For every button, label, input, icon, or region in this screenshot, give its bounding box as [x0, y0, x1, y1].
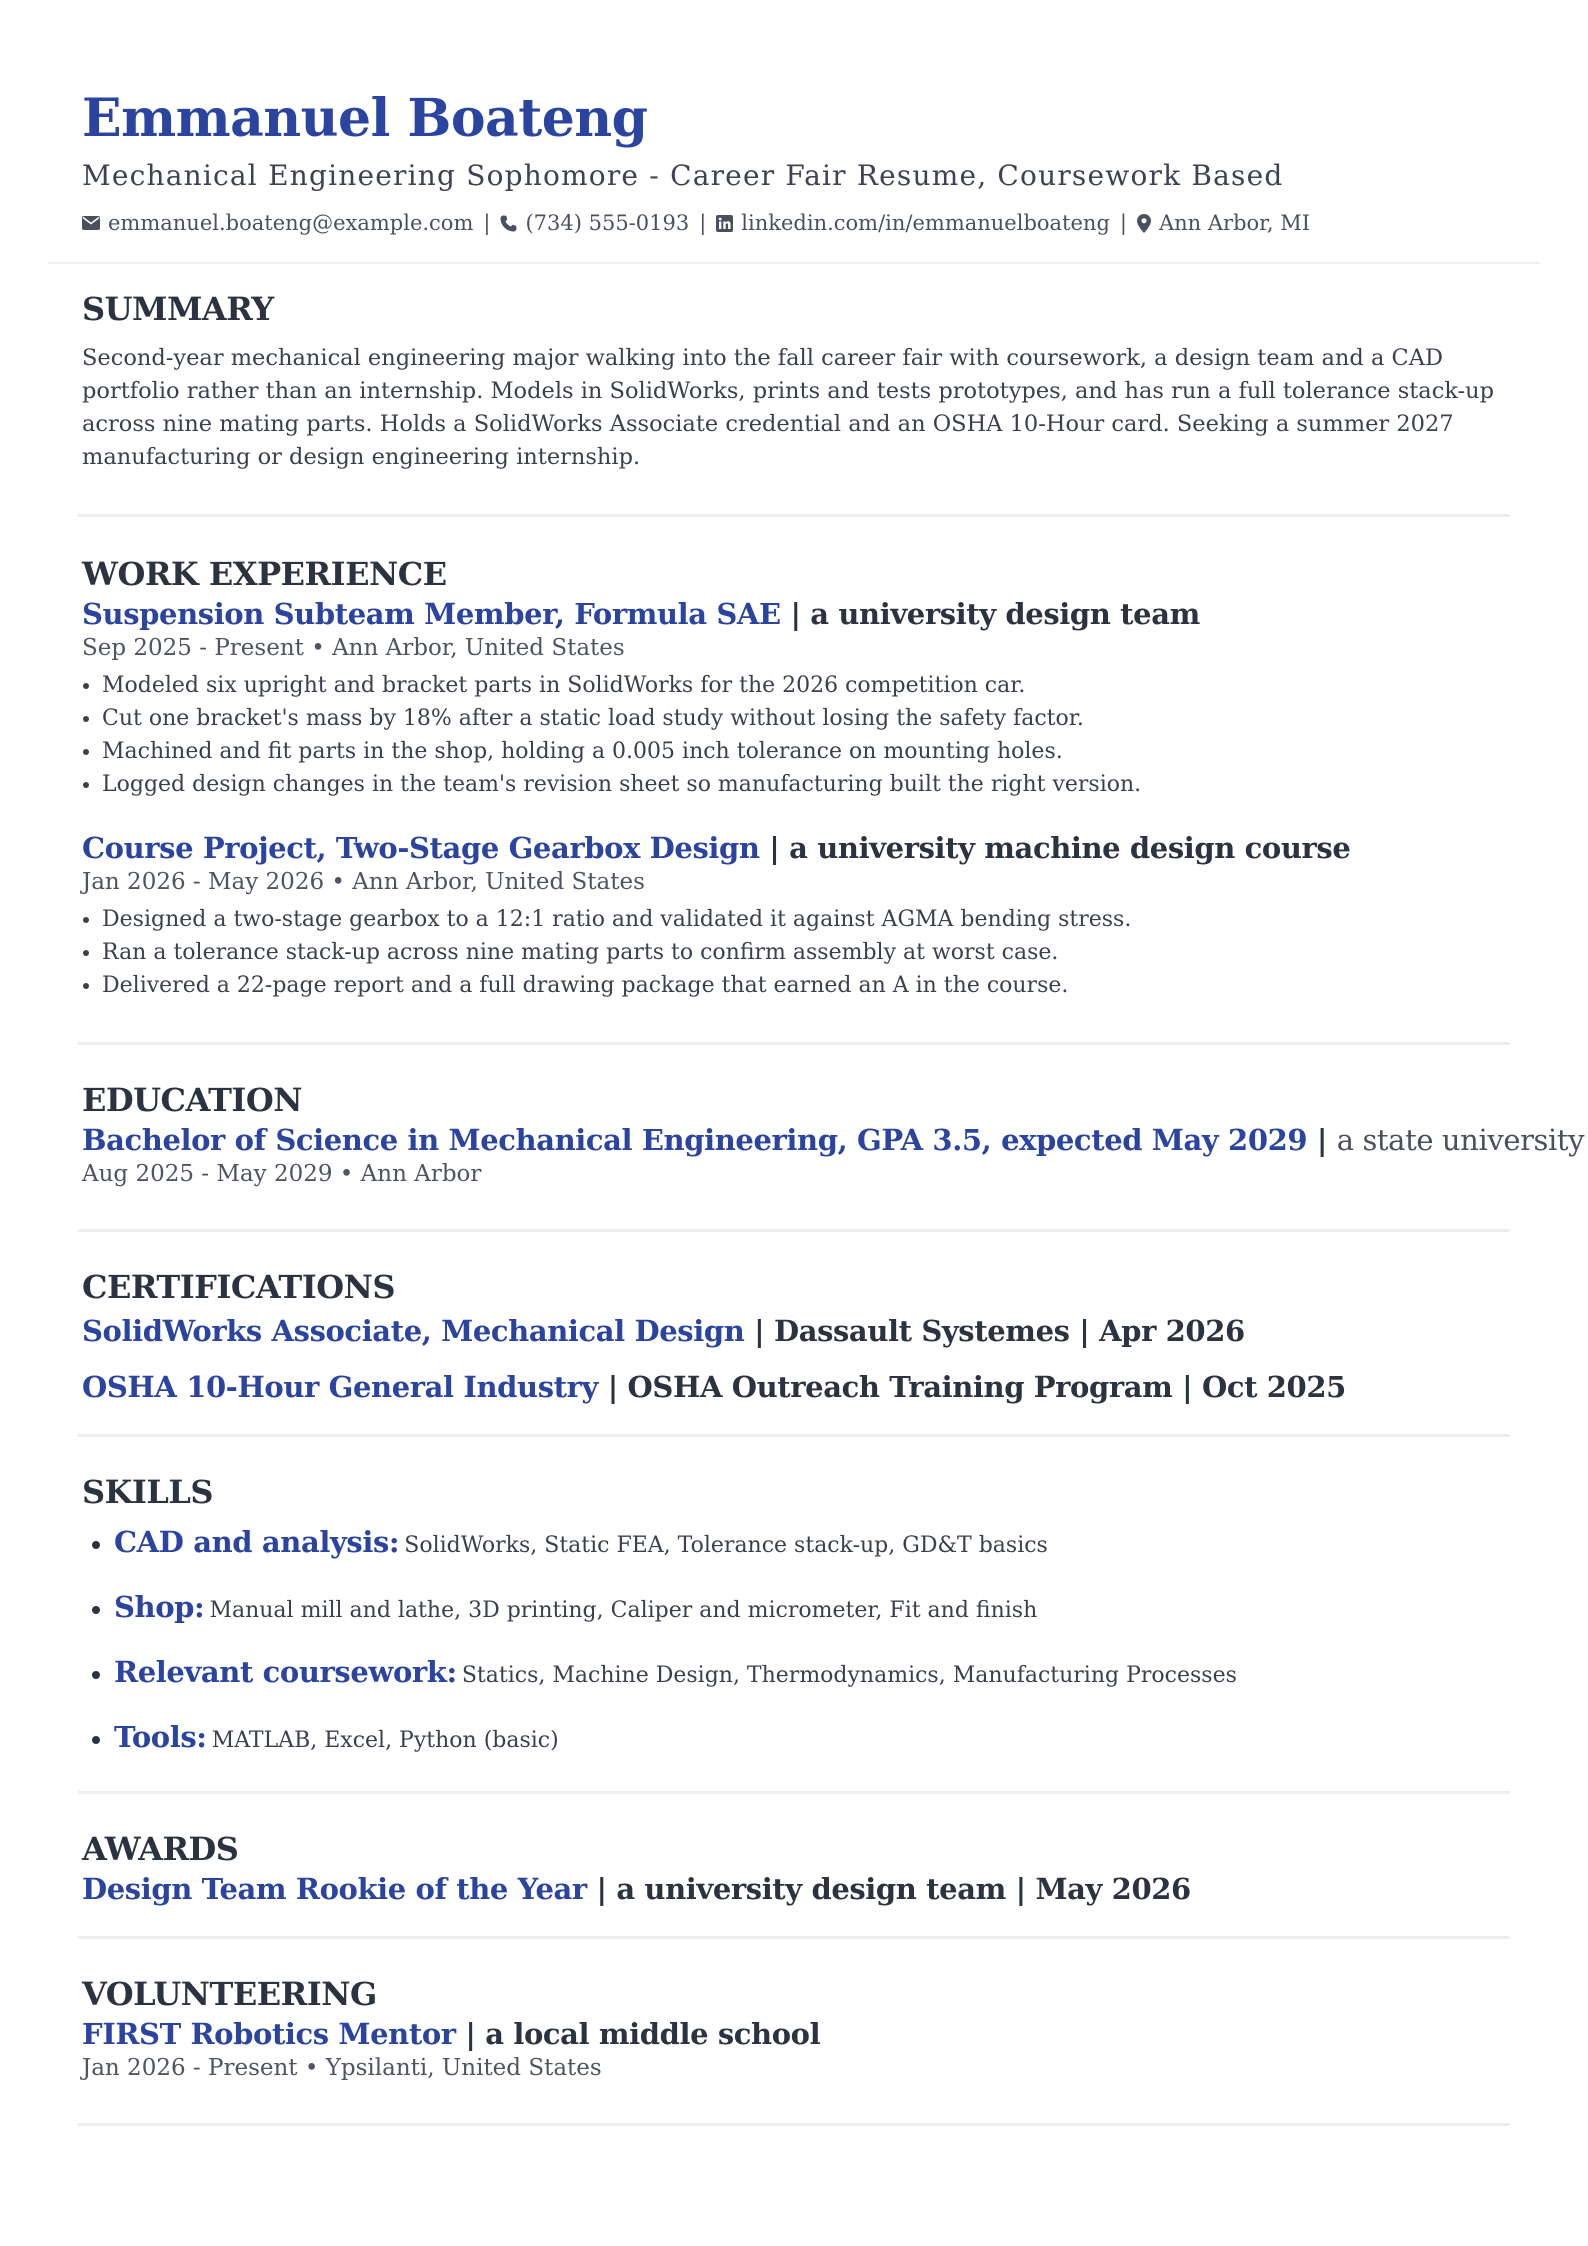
skill-item — [114, 1716, 1506, 1763]
contact-location — [1137, 208, 1310, 238]
bullet-item: • Delivered a 22-page report and a full drawing package that earned an A in the course. — [102, 969, 1506, 1002]
skill-item — [114, 1586, 1506, 1633]
contact-phone-text: (734) 555-0193 — [525, 211, 690, 235]
certification-detail: | OSHA Outreach Training Program | Oct 2025 — [607, 1370, 1346, 1404]
resume-body — [0, 264, 1588, 2126]
contact-bar — [82, 208, 1506, 238]
section-title-volunteering: VOLUNTEERING — [82, 1975, 377, 2013]
bullet-item: • Logged design changes in the team's revision sheet so manufacturing built the right version. — [102, 768, 1506, 801]
contact-separator: | — [483, 211, 491, 235]
candidate-name: Emmanuel Boateng — [82, 88, 648, 149]
entry-org: | a university design team — [790, 597, 1200, 631]
entry-role: Suspension Subteam Member, Formula SAE — [82, 597, 781, 631]
contact-phone[interactable] — [500, 208, 689, 238]
linkedin-icon — [716, 215, 733, 232]
certification-detail: | Dassault Systemes | Apr 2026 — [754, 1314, 1245, 1348]
resume-header — [0, 0, 1588, 238]
summary-text: Second-year mechanical engineering major walking into the fall career fair with coursework, a design team and a CAD portfolio rather than an internship. Models in SolidWorks, prints and tests prototypes, and has run a full tolerance stack-up across nine mating parts. Holds a SolidWorks Associate credential and an OSHA 10-Hour card. Seeking a summer 2027 manufacturing or design engineering internship. — [82, 345, 1495, 470]
entry-bullets — [82, 903, 1506, 1002]
contact-email[interactable] — [82, 208, 473, 238]
skill-item — [114, 1651, 1506, 1698]
volunteer-role: FIRST Robotics Mentor — [82, 2017, 456, 2051]
contact-linkedin-text: linkedin.com/in/emmanuelboateng — [741, 211, 1110, 235]
entry-meta: Jan 2026 - May 2026 • Ann Arbor, United States — [82, 869, 645, 895]
award-item — [82, 1870, 1506, 1908]
award-detail: | a university design team | May 2026 — [596, 1872, 1191, 1906]
skill-category: Shop: — [114, 1590, 205, 1624]
work-entry — [82, 595, 1506, 801]
degree-name: Bachelor of Science in Mechanical Engineering, GPA 3.5, expected May 2029 — [82, 1123, 1308, 1157]
entry-meta: Aug 2025 - May 2029 • Ann Arbor — [82, 1161, 482, 1187]
contact-email-text: emmanuel.boateng@example.com — [108, 211, 474, 235]
entry-title — [82, 2015, 1506, 2053]
entry-bullets — [82, 669, 1506, 801]
bullet-item: • Modeled six upright and bracket parts in SolidWorks for the 2026 competition car. — [102, 669, 1506, 702]
skill-category: Relevant coursework: — [114, 1655, 457, 1689]
entry-meta: Jan 2026 - Present • Ypsilanti, United States — [82, 2055, 602, 2081]
certifications-section — [82, 1232, 1506, 1437]
contact-separator: | — [699, 211, 707, 235]
bullet-item: • Cut one bracket's mass by 18% after a static load study without losing the safety factor. — [102, 702, 1506, 735]
entry-role: Course Project, Two-Stage Gearbox Design — [82, 831, 760, 865]
education-section — [82, 1045, 1585, 1232]
skill-values: MATLAB, Excel, Python (basic) — [211, 1728, 559, 1753]
section-title-skills: SKILLS — [82, 1473, 213, 1511]
skill-category: Tools: — [114, 1720, 207, 1754]
entry-meta: Sep 2025 - Present • Ann Arbor, United States — [82, 635, 625, 661]
contact-linkedin[interactable] — [716, 208, 1110, 238]
section-title-awards: AWARDS — [82, 1830, 239, 1868]
award-name: Design Team Rookie of the Year — [82, 1872, 587, 1906]
entry-pipe: | — [1316, 1123, 1328, 1157]
summary-section — [82, 264, 1506, 517]
certification-name: SolidWorks Associate, Mechanical Design — [82, 1314, 745, 1348]
school-name: a state university — [1336, 1123, 1585, 1157]
contact-location-text: Ann Arbor, MI — [1158, 211, 1311, 235]
bullet-item: • Ran a tolerance stack-up across nine mating parts to confirm assembly at worst case. — [102, 936, 1506, 969]
section-title-summary: SUMMARY — [82, 290, 274, 328]
work-entry — [82, 829, 1506, 1002]
skills-list — [82, 1521, 1506, 1763]
skill-category: CAD and analysis: — [114, 1525, 400, 1559]
certification-item — [82, 1312, 1506, 1350]
map-pin-icon — [1137, 214, 1151, 233]
section-title-education: EDUCATION — [82, 1081, 302, 1119]
certification-name: OSHA 10-Hour General Industry — [82, 1370, 598, 1404]
bullet-item: • Machined and fit parts in the shop, holding a 0.005 inch tolerance on mounting holes. — [102, 735, 1506, 768]
bullet-item: • Designed a two-stage gearbox to a 12:1 ratio and validated it against AGMA bending stress. — [102, 903, 1506, 936]
section-title-certifications: CERTIFICATIONS — [82, 1268, 395, 1306]
entry-org: | a university machine design course — [769, 831, 1351, 865]
contact-separator: | — [1119, 211, 1127, 235]
certification-item — [82, 1368, 1506, 1406]
skill-values: Statics, Machine Design, Thermodynamics, Manufacturing Processes — [461, 1663, 1237, 1688]
entry-title — [82, 1121, 1585, 1159]
skill-values: SolidWorks, Static FEA, Tolerance stack-up, GD&T basics — [404, 1533, 1048, 1558]
volunteer-org: | a local middle school — [465, 2017, 821, 2051]
entry-title — [82, 829, 1506, 867]
volunteering-section — [82, 1939, 1506, 2126]
envelope-icon — [82, 216, 100, 230]
section-divider — [78, 2123, 1510, 2126]
work-section — [82, 517, 1506, 1045]
skill-item — [114, 1521, 1506, 1568]
awards-section — [82, 1794, 1506, 1939]
phone-icon — [500, 215, 517, 232]
section-title-work: WORK EXPERIENCE — [82, 555, 447, 593]
entry-title — [82, 595, 1506, 633]
skill-values: Manual mill and lathe, 3D printing, Caliper and micrometer, Fit and finish — [209, 1598, 1038, 1623]
resume-subtitle: Mechanical Engineering Sophomore - Career Fair Resume, Coursework Based — [82, 159, 1284, 192]
skills-section — [82, 1437, 1506, 1794]
